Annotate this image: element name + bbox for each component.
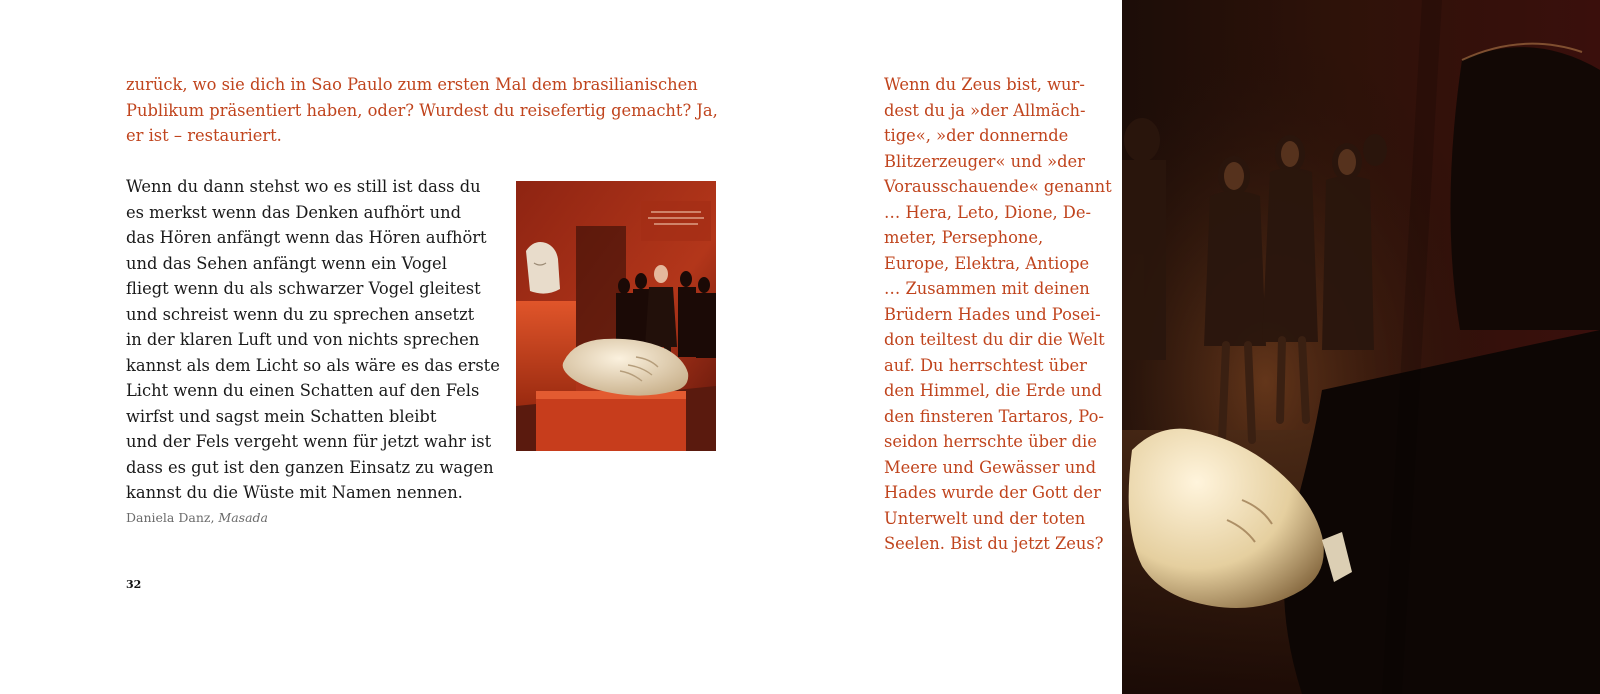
credit-work-title: Masada (218, 510, 268, 525)
sidebar-line: meter, Persephone, (884, 228, 1044, 247)
poem-line: wirfst und sagst mein Schatten bleibt (126, 406, 437, 426)
poem-line: kannst du die Wüste mit Namen nennen. (126, 483, 463, 502)
poem-credit (126, 510, 268, 525)
sidebar-line: Brüdern Hades und Posei- (884, 304, 1101, 324)
poem-line: das Hören anfängt wenn das Hören aufhört (126, 228, 487, 247)
sidebar-line: Wenn du Zeus bist, wur- (884, 75, 1085, 94)
sidebar-line: auf. Du herrschtest über (884, 355, 1087, 375)
poem-line: es merkst wenn das Denken aufhört und (126, 202, 462, 222)
intro-paragraph: zurück, wo sie dich in Sao Paulo zum ersten Mal dem brasilianischen Publikum präsentiert haben, oder? Wurdest du reisefertig gemacht? Ja, er ist – restauriert. (126, 75, 718, 145)
sidebar-line: tige«, »der donnernde (884, 126, 1069, 145)
sidebar-line: Vorausschauende« genannt (884, 177, 1112, 196)
sidebar-column (884, 72, 1114, 557)
sidebar-line: seidon herrschte über die (884, 432, 1097, 451)
poem-line: Licht wenn du einen Schatten auf den Fels (126, 381, 480, 400)
credit-author: Daniela Danz, (126, 510, 219, 525)
poem-line: in der klaren Luft und von nichts sprechen (126, 330, 480, 349)
sidebar-line: Hades wurde der Gott der (884, 483, 1101, 502)
sidebar-line: … Zusammen mit deinen (884, 279, 1090, 298)
sidebar-line: … Hera, Leto, Dione, De- (884, 202, 1091, 222)
audience-photo-graphic (1122, 0, 1600, 694)
poem-line: fliegt wenn du als schwarzer Vogel gleitest (126, 279, 481, 298)
poem-line: Wenn du dann stehst wo es still ist dass du (126, 177, 481, 196)
poem-line: und das Sehen anfängt wenn ein Vogel (126, 253, 447, 273)
sidebar-line: Seelen. Bist du jetzt Zeus? (884, 534, 1104, 553)
sidebar-line: don teiltest du dir die Welt (884, 330, 1105, 349)
exhibition-photo (516, 181, 716, 451)
poem-line: und der Fels vergeht wenn für jetzt wahr ist (126, 432, 492, 451)
sidebar-line: dest du ja »der Allmäch- (884, 100, 1086, 120)
poem-line: und schreist wenn du zu sprechen ansetzt (126, 304, 475, 324)
poem (126, 174, 506, 506)
sidebar-line: Europe, Elektra, Antiope (884, 253, 1090, 273)
poem-line: dass es gut ist den ganzen Einsatz zu wagen (126, 457, 494, 477)
sidebar-line: Meere und Gewässer und (884, 457, 1097, 477)
poem-line: kannst als dem Licht so als wäre es das erste (126, 355, 500, 375)
exhibition-photo-graphic (516, 181, 716, 451)
audience-photo (1122, 0, 1600, 694)
sidebar-line: Unterwelt und der toten (884, 508, 1086, 528)
sidebar-line: Blitzerzeuger« und »der (884, 151, 1085, 171)
sidebar-line: den Himmel, die Erde und (884, 381, 1102, 400)
page-number: 32 (126, 578, 142, 591)
sidebar-line: den finsteren Tartaros, Po- (884, 406, 1104, 426)
